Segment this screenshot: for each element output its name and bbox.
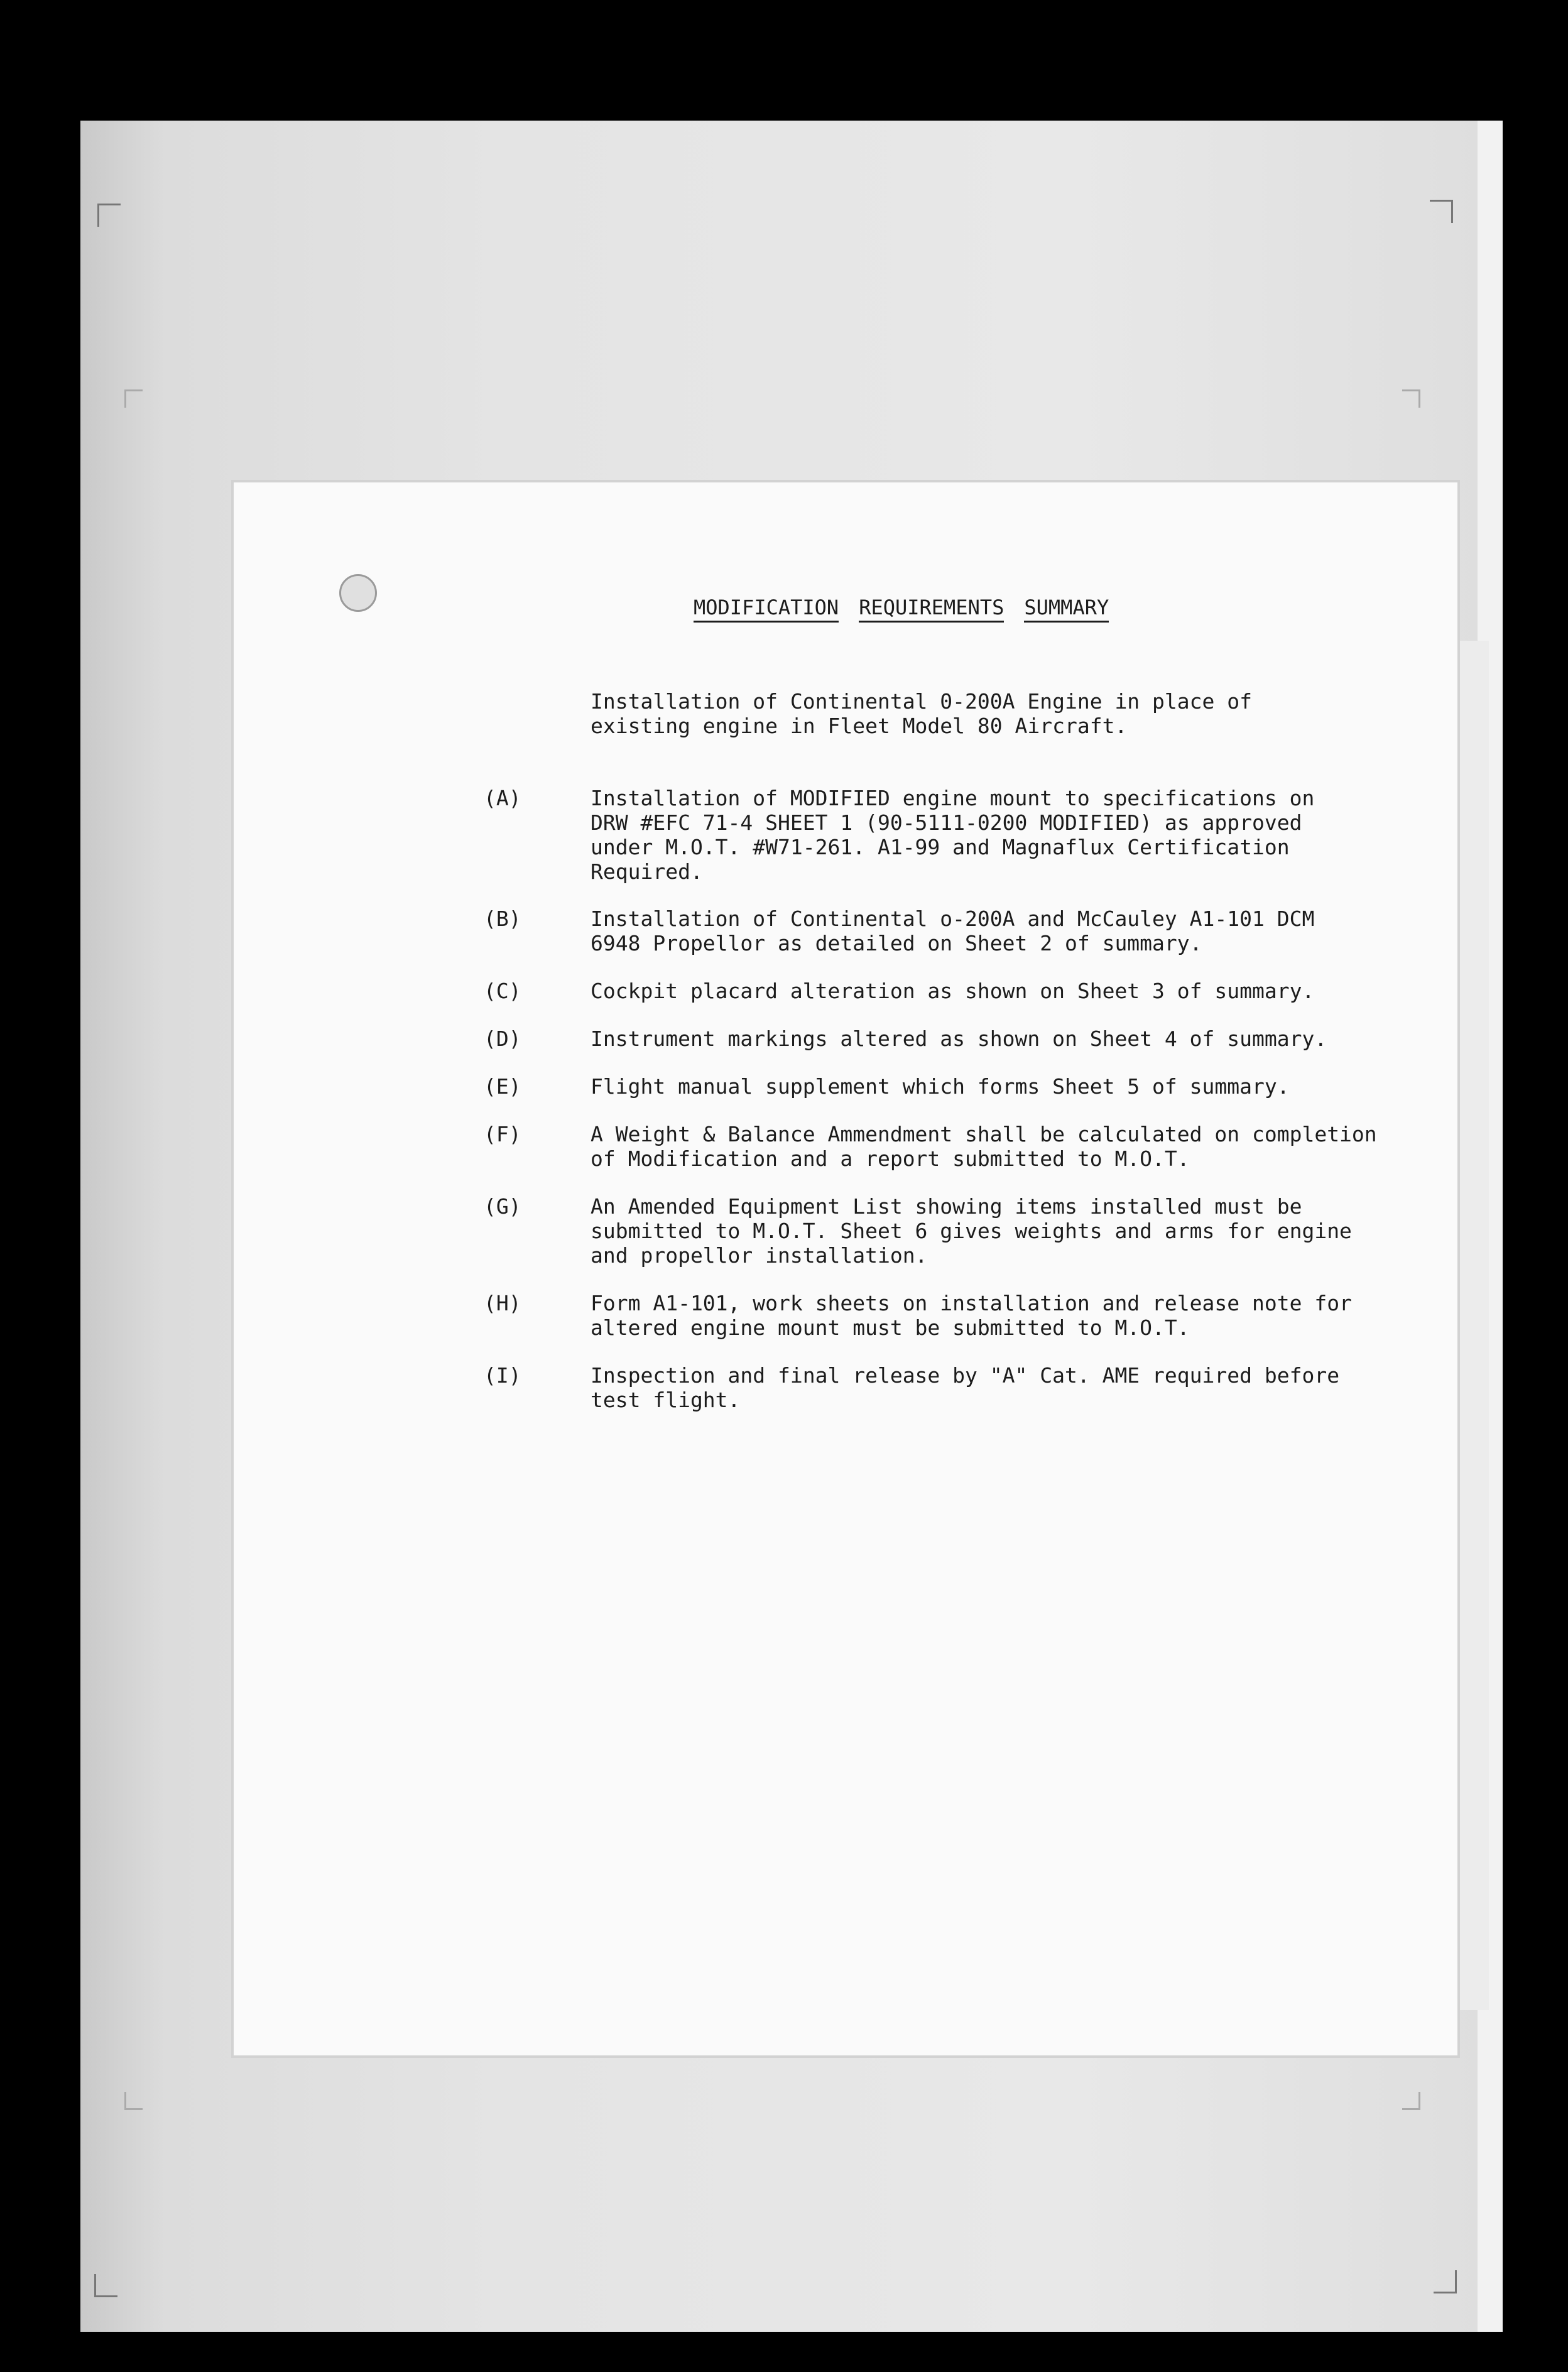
frame-mark-upper-left [124, 389, 143, 408]
title-word: REQUIREMENTS [859, 596, 1004, 623]
item-line: Cockpit placard alteration as shown on Sheet 3 of summary. [591, 979, 1315, 1003]
item-label: (F) [484, 1122, 521, 1146]
item-line: Installation of MODIFIED engine mount to specifications on [591, 786, 1315, 810]
item-label: (D) [484, 1026, 521, 1051]
title-word: SUMMARY [1024, 596, 1109, 623]
item-line: Flight manual supplement which forms Sheet 5 of summary. [591, 1074, 1290, 1099]
item-line: A Weight & Balance Ammendment shall be calculated on completion [591, 1122, 1377, 1146]
item-line: Required. [591, 859, 703, 884]
intro-line: existing engine in Fleet Model 80 Aircraft. [591, 714, 1128, 738]
item-label: (G) [484, 1194, 521, 1219]
item-label: (C) [484, 979, 521, 1003]
intro-paragraph [591, 689, 1344, 738]
item-line: and propellor installation. [591, 1243, 928, 1268]
item-line: Instrument markings altered as shown on Sheet 4 of summary. [591, 1026, 1327, 1051]
item-line: submitted to M.O.T. Sheet 6 gives weights and arms for engine [591, 1219, 1352, 1243]
item-line: 6948 Propellor as detailed on Sheet 2 of summary. [591, 931, 1202, 955]
item-label: (H) [484, 1291, 521, 1315]
item-text [591, 1291, 1376, 1340]
item-line: altered engine mount must be submitted to M.O.T. [591, 1315, 1190, 1340]
crop-mark-top-left [97, 204, 121, 227]
underlying-page-edge [1456, 641, 1489, 2010]
frame-mark-lower-right [1402, 2092, 1420, 2110]
item-label: (A) [484, 786, 521, 810]
item-text [591, 906, 1376, 955]
frame-mark-lower-left [124, 2092, 143, 2110]
item-line: Form A1-101, work sheets on installation and release note for [591, 1291, 1352, 1315]
item-label: (E) [484, 1074, 521, 1099]
item-label: (I) [484, 1363, 521, 1388]
item-line: Inspection and final release by "A" Cat. AME required before [591, 1363, 1340, 1388]
item-line: test flight. [591, 1388, 741, 1412]
item-text [591, 1074, 1376, 1099]
item-text [591, 786, 1376, 884]
item-line: of Modification and a report submitted to M.O.T. [591, 1146, 1190, 1171]
item-line: Installation of Continental o-200A and McCauley A1-101 DCM [591, 906, 1315, 931]
item-text [591, 1363, 1376, 1412]
document-title [694, 596, 1129, 623]
frame-mark-upper-right [1402, 389, 1420, 408]
item-text [591, 979, 1376, 1003]
crop-mark-bottom-right [1434, 2270, 1457, 2293]
crop-mark-top-right [1430, 200, 1453, 223]
item-line: DRW #EFC 71-4 SHEET 1 (90-5111-0200 MODIFIED) as approved [591, 810, 1302, 835]
crop-mark-bottom-left [94, 2274, 117, 2297]
item-label: (B) [484, 906, 521, 931]
punch-hole [339, 574, 377, 612]
item-text [591, 1122, 1376, 1171]
item-line: under M.O.T. #W71-261. A1-99 and Magnaflux Certification [591, 835, 1290, 859]
intro-line: Installation of Continental 0-200A Engine in place of [591, 689, 1252, 714]
item-text [591, 1194, 1376, 1268]
item-text [591, 1026, 1376, 1051]
item-line: An Amended Equipment List showing items installed must be [591, 1194, 1302, 1219]
title-word: MODIFICATION [694, 596, 839, 623]
